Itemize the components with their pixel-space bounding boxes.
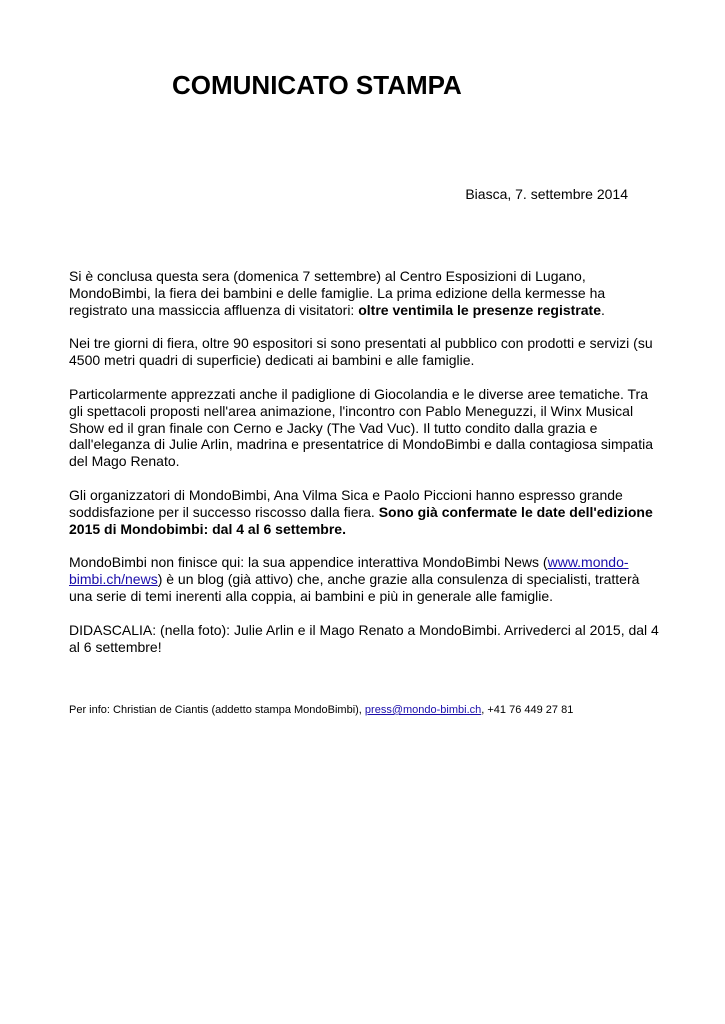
paragraph-5-text-before: MondoBimbi non finisce qui: la sua appendice interattiva MondoBimbi News ( <box>69 554 548 571</box>
document-body <box>69 268 659 672</box>
paragraph-2-text: Nei tre giorni di fiera, oltre 90 espositori si sono presentati al pubblico con prodotti e servizi (su 4500 metri quadri di superficie) dedicati ai bambini e alle famiglie. <box>69 335 653 369</box>
footer-text-after: , +41 76 449 27 81 <box>481 704 574 716</box>
paragraph-6-text: DIDASCALIA: (nella foto): Julie Arlin e il Mago Renato a MondoBimbi. Arrivederci al 2015, dal 4 al 6 settembre! <box>69 621 659 655</box>
footer-text-before: Per info: Christian de Ciantis (addetto stampa MondoBimbi), <box>69 704 365 716</box>
document-title: COMUNICATO STAMPA <box>172 70 462 100</box>
paragraph-3-text: Particolarmente apprezzati anche il padiglione di Giocolandia e le diverse aree tematiche. Tra gli spettacoli proposti nell'area animazione, l'incontro con Pablo Meneguzzi, il Winx Musical Show ed il gran finale con Cerno e Jacky (The Vad Vuc). Il tutto condito dalla grazia e dall'eleganza di Julie Arlin, madrina e presentatrice di MondoBimbi e dalla contagiosa simpatia del Mago Renato. <box>69 385 654 470</box>
paragraph-1-bold: oltre ventimila le presenze registrate <box>358 301 601 318</box>
paragraph-1-text: Si è conclusa questa sera (domenica 7 settembre) al Centro Esposizioni di Lugano, MondoBimbi, la fiera dei bambini e delle famiglie. La prima edizione della kermesse ha registrato una massiccia affluenza di visitatori: <box>69 268 606 318</box>
paragraph-4-text: Gli organizzatori di MondoBimbi, Ana Vilma Sica e Paolo Piccioni hanno espresso grande soddisfazione per il successo riscosso dalla fiera. <box>69 486 623 520</box>
paragraph-5 <box>69 554 659 604</box>
paragraph-3 <box>69 386 659 470</box>
paragraph-4 <box>69 487 659 537</box>
paragraph-6 <box>69 622 659 656</box>
paragraph-4-bold: Sono già confermate le date dell'edizione 2015 di Mondobimbi: dal 4 al 6 settembre. <box>69 503 653 537</box>
paragraph-1-end: . <box>600 301 605 318</box>
contact-footer <box>69 704 669 716</box>
paragraph-1 <box>69 268 659 318</box>
blog-link[interactable]: www.mondo-bimbi.ch/news <box>69 554 629 588</box>
paragraph-2 <box>69 335 659 369</box>
press-email-link[interactable]: press@mondo-bimbi.ch <box>364 704 482 716</box>
dateline: Biasca, 7. settembre 2014 <box>465 186 628 202</box>
paragraph-5-text-after: ) è un blog (già attivo) che, anche grazie alla consulenza di specialisti, tratterà una serie di temi inerenti alla coppia, ai bambini e più in generale alle famiglie. <box>69 571 640 604</box>
